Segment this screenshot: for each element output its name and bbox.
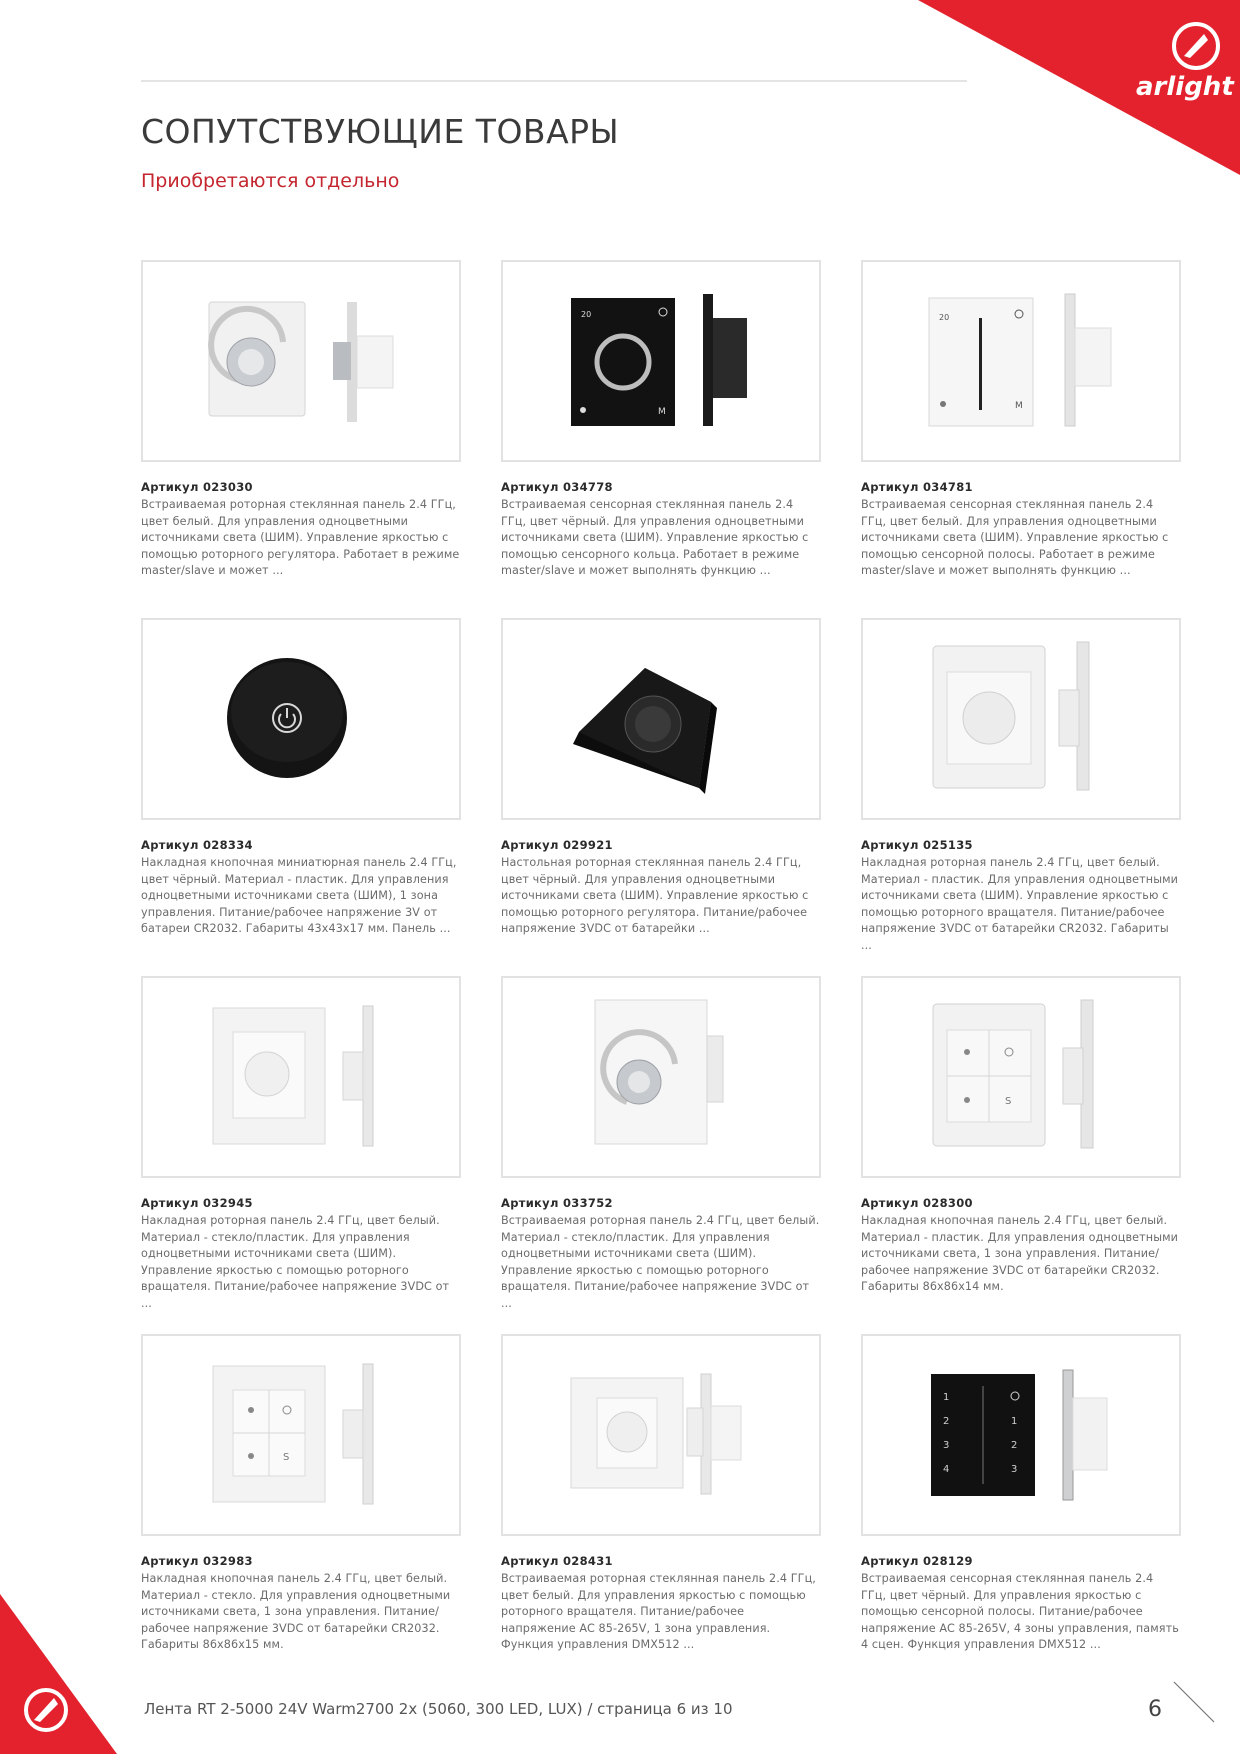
product-image xyxy=(501,1334,821,1536)
product-image xyxy=(861,1334,1181,1536)
product-image xyxy=(501,976,821,1178)
zone-label: 1 xyxy=(1011,1416,1018,1427)
scene-label: S xyxy=(283,1452,290,1463)
product-description: Накладная кнопочная панель 2.4 ГГц, цвет белый. Материал - пластик. Для управления одноцветными источниками света, 1 зона управления. Питание/рабочее напряжение 3VDC от батарейки CR2032. Габариты 86х86х14 мм. xyxy=(861,1214,1179,1294)
mode-label: M xyxy=(1015,401,1023,411)
product-card[interactable] xyxy=(501,1334,821,1654)
product-card[interactable] xyxy=(141,976,461,1313)
scene-label: S xyxy=(1005,1096,1012,1107)
product-image xyxy=(141,976,461,1178)
product-sku[interactable]: Артикул 028431 xyxy=(501,1554,613,1568)
product-description: Накладная кнопочная панель 2.4 ГГц, цвет белый. Материал - стекло. Для управления одноцветными источниками света, 1 зона управления. Питание/рабочее напряжение 3VDC от батарейки CR2032. Габариты 86х86х15 мм. xyxy=(141,1572,451,1652)
product-image xyxy=(501,260,821,462)
zone-label: 1 xyxy=(943,1392,950,1403)
black-touch-4zone-panel-icon xyxy=(863,1336,1179,1534)
black-desktop-rotary-panel-icon xyxy=(503,620,819,818)
white-glass-rotary-panel-icon xyxy=(143,262,459,460)
product-image xyxy=(501,618,821,820)
page-number: 6 xyxy=(1148,1697,1162,1722)
white-touch-strip-panel-icon xyxy=(863,262,1179,460)
zone-label: 2 xyxy=(1011,1440,1018,1451)
product-card[interactable] xyxy=(141,1334,461,1654)
product-description: Встраиваемая сенсорная стеклянная панель 2.4 ГГц, цвет чёрный. Для управления яркостью с помощью сенсорной полосы. Питание/рабочее напряжение AC 85-265V, 4 зоны управления, память 4 сцен. Функция управления DMX512 ... xyxy=(861,1572,1179,1652)
product-card[interactable] xyxy=(861,976,1181,1296)
brand-corner-bottom xyxy=(0,1594,117,1754)
product-card[interactable] xyxy=(141,618,461,938)
product-sku[interactable]: Артикул 023030 xyxy=(141,480,253,494)
zone-label: 2 xyxy=(943,1416,950,1427)
product-sku[interactable]: Артикул 034781 xyxy=(861,480,973,494)
product-image xyxy=(141,260,461,462)
product-image xyxy=(141,1334,461,1536)
black-round-mini-button-icon xyxy=(143,620,459,818)
product-description: Накладная роторная панель 2.4 ГГц, цвет белый. Материал - пластик. Для управления одноцветными источниками света (ШИМ). Управление яркостью с помощью роторного вращателя. Питание/рабочее напряжение 3VDC от батарейки CR2032. Габариты ... xyxy=(861,856,1179,952)
product-description: Встраиваемая роторная стеклянная панель 2.4 ГГц, цвет белый. Для управления яркостью с помощью роторного вращателя. Питание/рабочее напряжение AC 85-265V, 1 зона управления. Функция управления DMX512 ... xyxy=(501,1572,816,1652)
product-image xyxy=(861,618,1181,820)
product-card[interactable] xyxy=(861,260,1181,580)
white-glass-rotary-panel-2-icon xyxy=(503,978,819,1176)
zone-label: 4 xyxy=(943,1464,950,1475)
zone-label: 20 xyxy=(581,310,592,319)
page-subtitle: Приобретаются отдельно xyxy=(141,170,400,192)
product-card[interactable] xyxy=(861,618,1181,955)
header-divider xyxy=(141,80,967,82)
black-touch-ring-panel-icon xyxy=(503,262,819,460)
product-sku[interactable]: Артикул 028129 xyxy=(861,1554,973,1568)
product-sku[interactable]: Артикул 032945 xyxy=(141,1196,253,1210)
product-sku[interactable]: Артикул 025135 xyxy=(861,838,973,852)
white-plastic-rotary-panel-icon xyxy=(863,620,1179,818)
product-card[interactable] xyxy=(501,976,821,1313)
product-sku[interactable]: Артикул 032983 xyxy=(141,1554,253,1568)
product-sku[interactable]: Артикул 028334 xyxy=(141,838,253,852)
brand-corner-top xyxy=(918,0,1240,175)
zone-label: 3 xyxy=(943,1440,950,1451)
footer-document-title: Лента RT 2-5000 24V Warm2700 2x (5060, 300 LED, LUX) / страница 6 из 10 xyxy=(144,1700,733,1718)
product-card[interactable] xyxy=(861,1334,1181,1654)
zone-label: 20 xyxy=(939,313,950,322)
product-sku[interactable]: Артикул 028300 xyxy=(861,1196,973,1210)
product-description: Настольная роторная стеклянная панель 2.4 ГГц, цвет чёрный. Для управления одноцветными источниками света (ШИМ). Управление яркостью с помощью роторного регулятора. Питание/рабочее напряжение 3VDC от батарейки ... xyxy=(501,856,809,936)
product-image xyxy=(861,260,1181,462)
product-sku[interactable]: Артикул 033752 xyxy=(501,1196,613,1210)
product-description: Встраиваемая сенсорная стеклянная панель 2.4 ГГц, цвет белый. Для управления одноцветными источниками света (ШИМ). Управление яркостью с помощью сенсорной полосы. Работает в режиме master/slave и может выполнять функцию ... xyxy=(861,498,1169,578)
page-title: СОПУТСТВУЮЩИЕ ТОВАРЫ xyxy=(141,112,620,151)
logo-wordmark: arlight xyxy=(1136,72,1234,102)
zone-label: 3 xyxy=(1011,1464,1018,1475)
product-description: Встраиваемая сенсорная стеклянная панель 2.4 ГГц, цвет чёрный. Для управления одноцветными источниками света (ШИМ). Управление яркостью с помощью сенсорного кольца. Работает в режиме master/slave и может выполнять функцию ... xyxy=(501,498,809,578)
product-description: Встраиваемая роторная панель 2.4 ГГц, цвет белый. Материал - стекло/пластик. Для управления одноцветными источниками света (ШИМ). Управление яркостью с помощью роторного вращателя. Питание/рабочее напряжение 3VDC от ... xyxy=(501,1214,820,1310)
white-glass-plastic-rotary-panel-icon xyxy=(143,978,459,1176)
product-sku[interactable]: Артикул 029921 xyxy=(501,838,613,852)
product-sku[interactable]: Артикул 034778 xyxy=(501,480,613,494)
white-glass-rotary-panel-ac-icon xyxy=(503,1336,819,1534)
page-number-slash xyxy=(1170,1678,1218,1726)
product-card[interactable] xyxy=(141,260,461,580)
white-glass-button-panel-icon xyxy=(143,1336,459,1534)
product-description: Накладная кнопочная миниатюрная панель 2.4 ГГц, цвет чёрный. Материал - пластик. Для управления одноцветными источниками света (ШИМ), 1 зона управления. Питание/рабочее напряжение 3V от батареи CR2032. Габариты 43х43х17 мм. Панель ... xyxy=(141,856,457,936)
product-description: Накладная роторная панель 2.4 ГГц, цвет белый. Материал - стекло/пластик. Для управления одноцветными источниками света (ШИМ). Управление яркостью с помощью роторного вращателя. Питание/рабочее напряжение 3VDC от ... xyxy=(141,1214,450,1310)
product-description: Встраиваемая роторная стеклянная панель 2.4 ГГц, цвет белый. Для управления одноцветными источниками света (ШИМ). Управление яркостью с помощью роторного регулятора. Работает в режиме master/slave и может ... xyxy=(141,498,460,578)
corner-triangle xyxy=(0,1594,117,1754)
mode-label: M xyxy=(658,407,666,417)
product-image xyxy=(141,618,461,820)
white-plastic-button-panel-icon xyxy=(863,978,1179,1176)
product-card[interactable] xyxy=(501,260,821,580)
product-image xyxy=(861,976,1181,1178)
product-card[interactable] xyxy=(501,618,821,938)
